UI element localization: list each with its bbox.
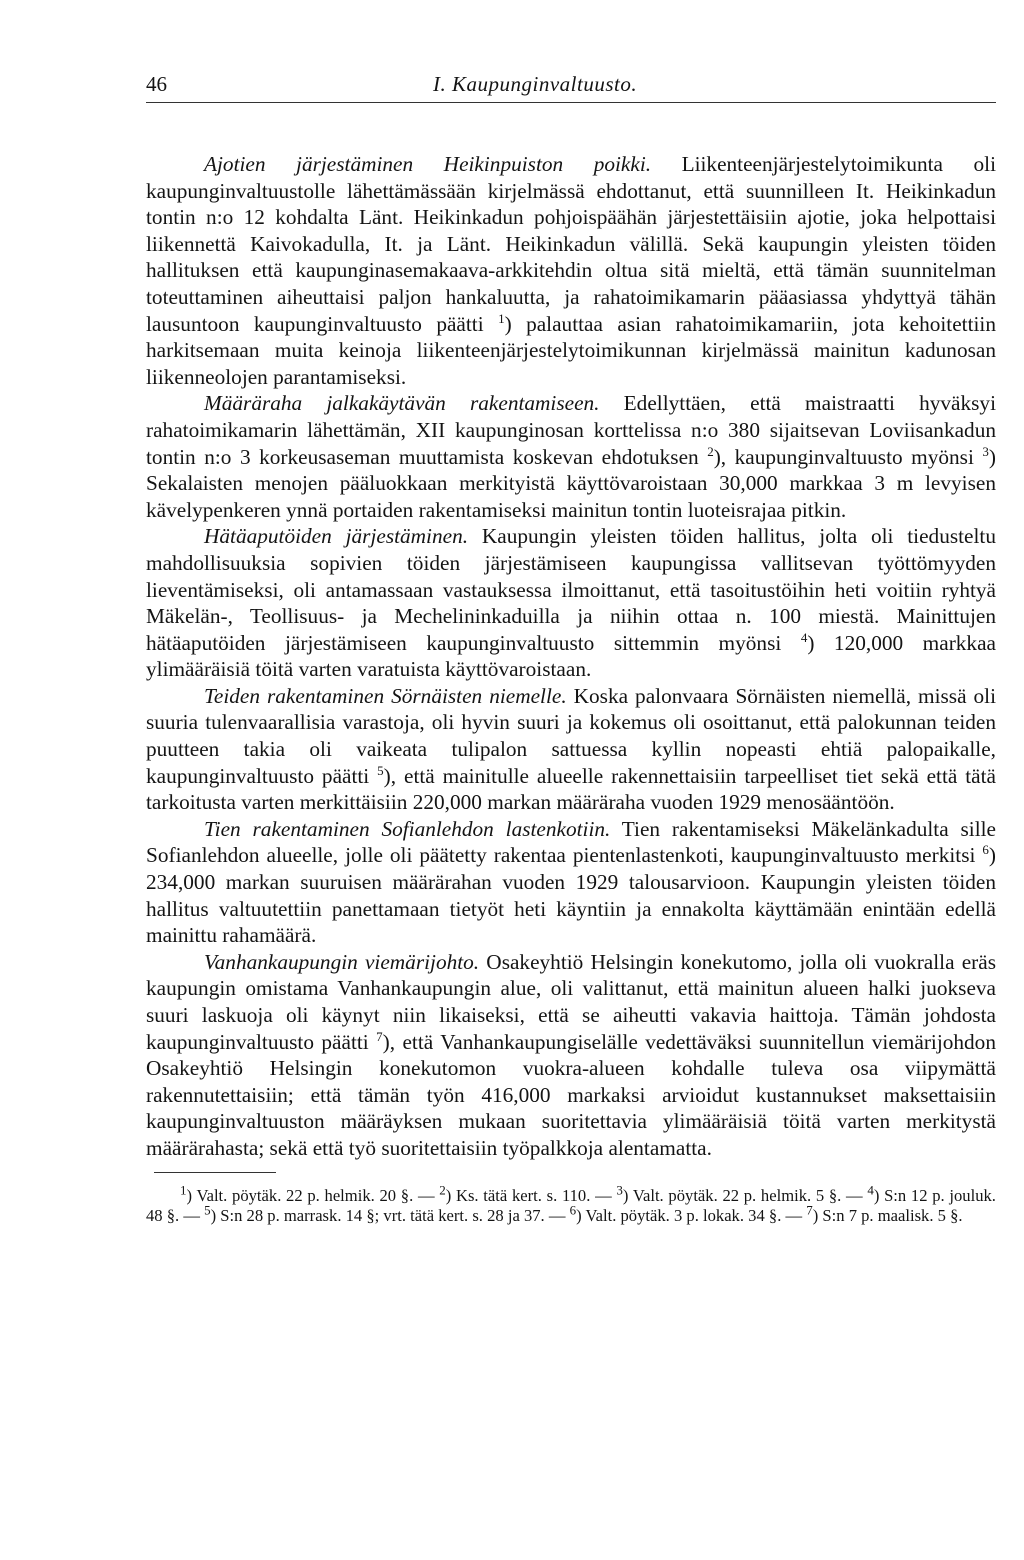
section-title: Vanhankaupungin viemärijohto.	[204, 949, 480, 974]
section-text: ) 120,000 markkaa ylimääräisiä töitä varten varatuista käyttövaroistaan.	[146, 630, 996, 682]
section-title: Ajotien järjestäminen Heikinpuiston poikki.	[204, 152, 652, 176]
section-text: Liikenteenjärjestelytoimikunta oli kaupunginvaltuustolle lähettämässään kirjelmässä ehdottanut, että suunnilleen It. Heikinkadun tontin n:o 12 kohdalta Länt. Heikinkadun pohjoispäähän järjestettäisiin ajotie, joka helpottaisi liikennettä Kaivokadulla, It. ja Länt. Heikinkadun välillä. Sekä kaupungin yleisten töiden hallituksen että kaupunginasemakaava-arkkitehdin oltua sitä mieltä, että tämän suunnitelman toteuttaminen aiheuttaisi paljon hankaluutta, ja rahatoimikamarin pääasiassa yhdyttyä tähän lausuntoon kaupunginvaltuusto päätti	[146, 152, 996, 336]
footnote-text: ) S:n 12 p. jouluk. 48 §. —	[146, 1185, 996, 1226]
section-teiden-rakentaminen	[146, 683, 996, 816]
section-title: Teiden rakentaminen Sörnäisten niemelle.	[204, 683, 567, 708]
section-text: Osakeyhtiö Helsingin konekutomo, jolla oli vuokralla eräs kaupungin omistama Vanhankaupungin alue, oli valittanut, että mainitun alueen halki juokseva suuri laskuoja oli käynyt niin likaiseksi, että se aiheutti vakavia haittoja. Tämän johdosta kaupunginvaltuusto päätti	[146, 949, 996, 1054]
section-hataaputoiden-jarjestaminen	[146, 523, 996, 683]
section-text: ), kaupunginvaltuusto myönsi	[713, 444, 983, 469]
footnotes	[146, 1182, 996, 1227]
section-text: Kaupungin yleisten töiden hallitus, jolta oli tiedusteltu mahdollisuuksia sopivien töiden järjestämiseen kaupungissa vallitsevan työttömyyden lieventämiseksi, oli antamassaan vastauksessa ilmoittanut, että tasoitustöihin heti voitiin ryhtyä Mäkelän-, Teollisuus- ja Mechelininkaduilla ja niihin ottaa n. 100 miestä. Mainittujen hätäaputöiden järjestämiseen kaupunginvaltuusto sittemmin myönsi	[146, 524, 996, 655]
section-maararaha-jalkakaytavan	[146, 390, 996, 523]
footnote-number: 5	[204, 1202, 211, 1218]
footnote-text: ) Valt. pöytäk. 3 p. lokak. 34 §. —	[576, 1206, 807, 1226]
footnote-reference: 3	[982, 443, 989, 459]
footnote-number: 4	[867, 1182, 874, 1198]
section-title: Määräraha jalkakäytävän rakentamiseen.	[204, 391, 600, 416]
section-text: ) Sekalaisten menojen pääluokkaan merkityistä käyttövaroistaan 30,000 markkaa 3 m levyisen kävelypenkeren ynnä portaiden rakentamiseksi mainitun tontin luoteisrajaa pitkin.	[146, 444, 996, 522]
footnote-divider	[154, 1172, 276, 1173]
section-text: Tien rakentamiseksi Mäkelänkadulta sille Sofianlehdon alueelle, jolle oli päätetty rakentaa pientenlastenkoti, kaupunginvaltuusto merkitsi	[146, 816, 996, 868]
running-header	[146, 62, 996, 103]
page-number: 46	[146, 72, 167, 96]
section-title: Hätäaputöiden järjestäminen.	[204, 524, 469, 549]
section-title: Tien rakentaminen Sofianlehdon lastenkotiin.	[204, 816, 611, 841]
section-text: ), että Vanhankaupungiselälle vedettäväksi suunnitellun viemärijohdon Osakeyhtiö Helsingin konekutomon vuokra-alueen kohdalle tuleva osa viipymättä rakennutettaisiin; että tämän työn 416,000 markaksi arvioidut kustannukset maksettaisiin kaupunginvaltuuston määräyksen mukaan suoritettavia ylimääräisiä töitä varten merkitystä määrärahasta; sekä että työ suoritettaisiin työpalkkoja alentamatta.	[146, 1029, 996, 1160]
main-text	[146, 151, 996, 1162]
footnote-reference: 1	[498, 310, 505, 326]
document-page	[146, 62, 996, 1227]
footnote-number: 2	[439, 1182, 446, 1198]
section-tien-rakentaminen	[146, 816, 996, 949]
footnote-text: ) Valt. pöytäk. 22 p. helmik. 20 §. —	[186, 1185, 440, 1205]
footnote-reference: 4	[800, 629, 808, 645]
section-text: Edellyttäen, että maistraatti hyväksyi rahatoimikamarin lähettämän, XII kaupunginosan korttelissa n:o 380 sijaitsevan Loviisankadun tontin n:o 3 korkeusaseman muuttamista koskevan ehdotuksen	[146, 391, 996, 469]
section-text: Koska palonvaara Sörnäisten niemellä, missä oli suuria tulenvaarallisia varastoja, oli hyvin suuri ja kokemus oli osoittanut, että palokunnan teiden puutteen takia oli vaikeata tulipalon sattuessa kyllin nopeasti ehtiä palopaikalle, kaupunginvaltuusto päätti	[146, 683, 996, 788]
section-text: ) 234,000 markan suuruisen määrärahan vuoden 1929 talousarvioon. Kaupungin yleisten töiden hallitus valtuutettiin panettamaan tietyöt heti käyntiin ja ennakolta käyttämään enintään edellä mainittu rahamäärä.	[146, 843, 996, 948]
footnote-number: 3	[616, 1182, 623, 1198]
section-text: ), että mainitulle alueelle rakennettaisiin tarpeelliset tiet sekä että tätä tarkoitusta varten merkittäisiin 220,000 markan määräraha vuoden 1929 menosääntöön.	[146, 763, 997, 815]
footnote-number: 6	[569, 1202, 577, 1218]
footnote-number: 1	[180, 1182, 187, 1198]
section-ajotien-jarjestaminen	[146, 151, 996, 390]
footnote-reference: 6	[982, 842, 989, 858]
running-title: I. Kaupunginvaltuusto.	[433, 72, 638, 96]
footnote-text: ) S:n 7 p. maalisk. 5 §.	[812, 1206, 963, 1226]
section-vanhankaupungin-viemarijohto	[146, 949, 996, 1162]
section-text: ) palauttaa asian rahatoimikamariin, jota kehoitettiin harkitsemaan muita keinoja liikenteenjärjestelytoimikunnan kirjelmässä mainitun kadunosan liikenneolojen parantamiseksi.	[146, 311, 996, 389]
footnote-text: ) Valt. pöytäk. 22 p. helmik. 5 §. —	[622, 1185, 868, 1205]
footnote-text: ) S:n 28 p. marrask. 14 §; vrt. tätä kert. s. 28 ja 37. —	[210, 1206, 570, 1226]
footnote-text: ) Ks. tätä kert. s. 110. —	[445, 1185, 617, 1205]
footnote-reference: 5	[377, 762, 384, 778]
footnote-reference: 2	[707, 443, 714, 459]
footnote-reference: 7	[376, 1028, 383, 1044]
footnote-number: 7	[806, 1202, 813, 1218]
